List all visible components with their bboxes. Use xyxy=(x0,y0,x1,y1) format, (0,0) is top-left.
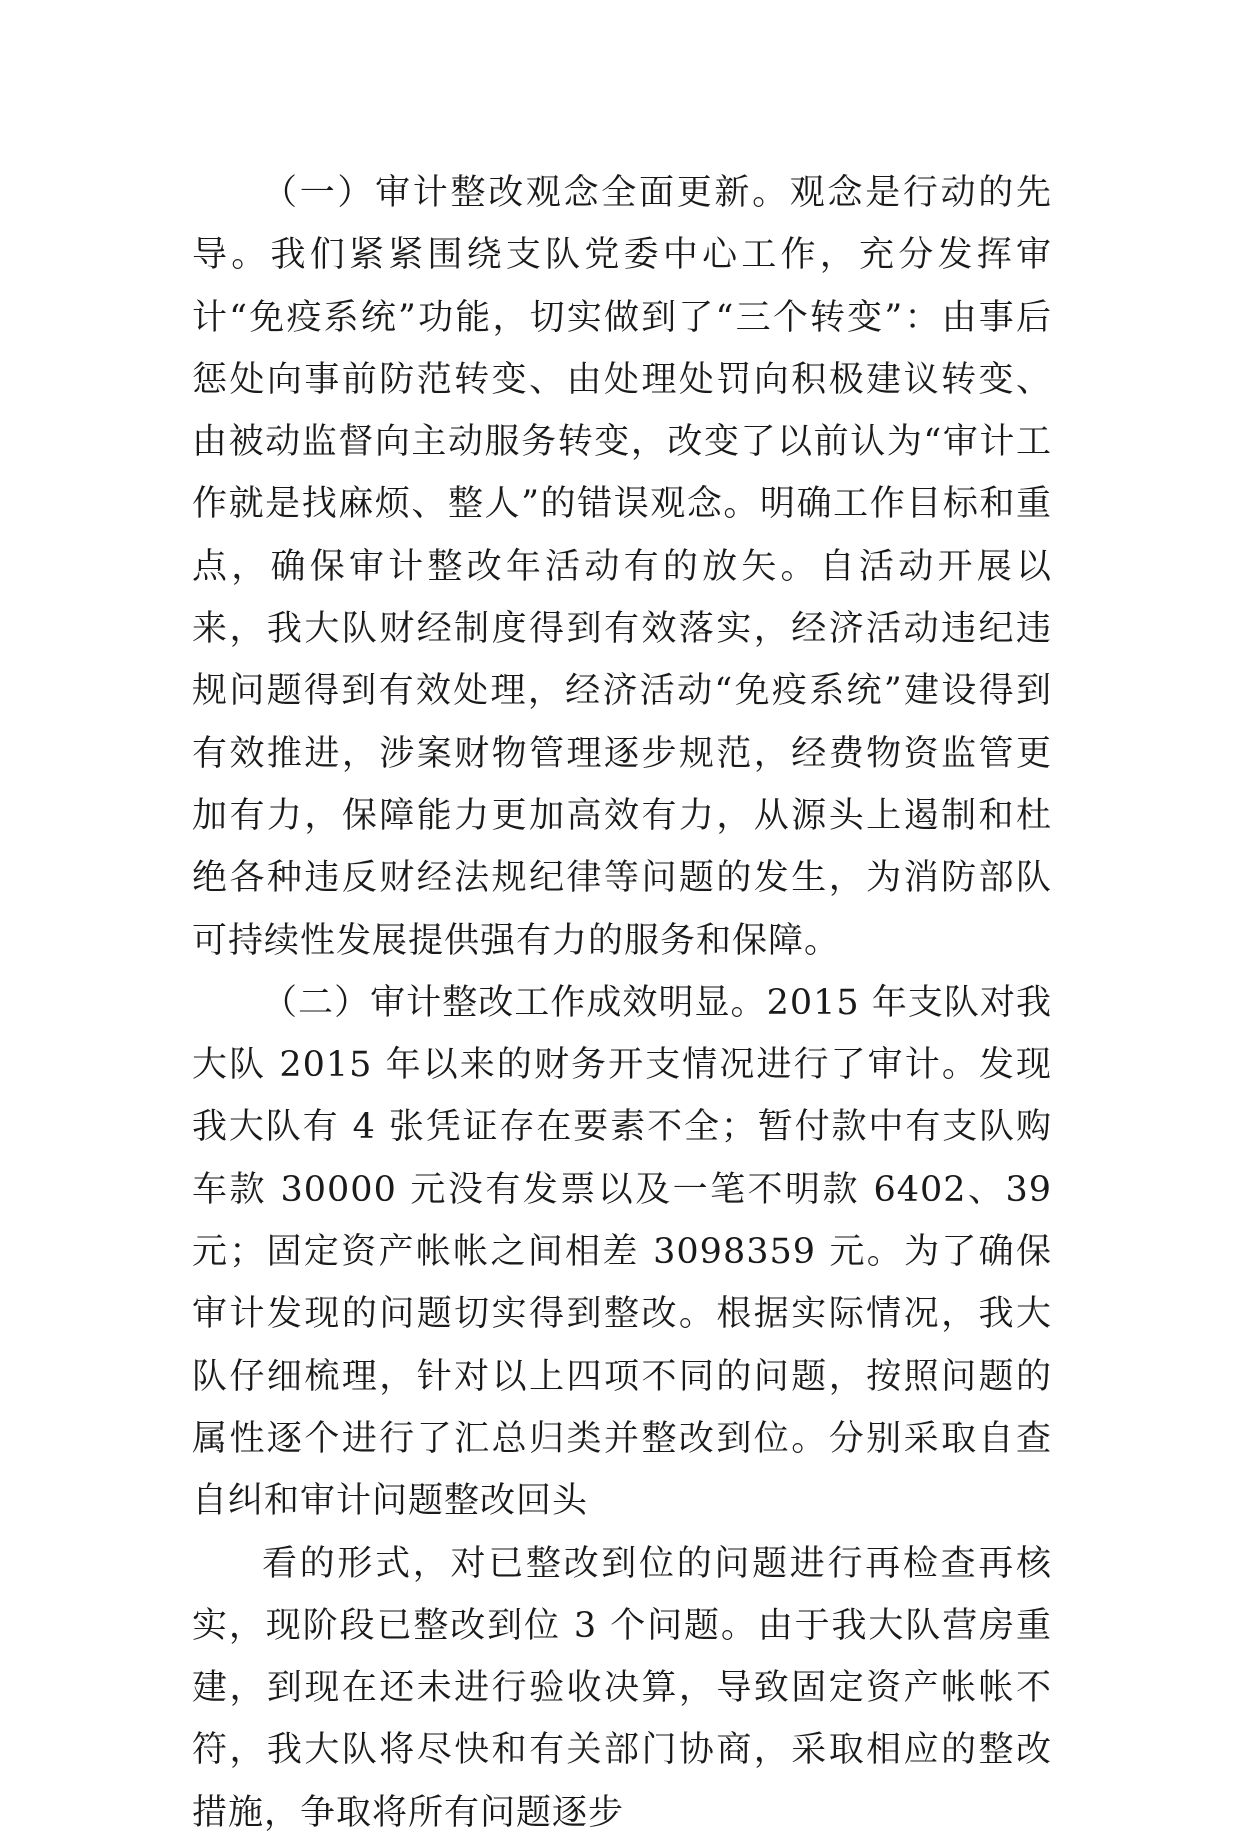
body-text xyxy=(192,162,1052,1844)
paragraph-audit-concept: （一）审计整改观念全面更新。观念是行动的先导。我们紧紧围绕支队党委中心工作，充分发挥审计“免疫系统”功能，切实做到了“三个转变”：由事后惩处向事前防范转变、由处理处罚向积极建议转变、由被动监督向主动服务转变，改变了以前认为“审计工作就是找麻烦、整人”的错误观念。明确工作目标和重点，确保审计整改年活动有的放矢。自活动开展以来，我大队财经制度得到有效落实，经济活动违纪违规问题得到有效处理，经济活动“免疫系统”建设得到有效推进，涉案财物管理逐步规范，经费物资监管更加有力，保障能力更加高效有力，从源头上遏制和杜绝各种违反财经法规纪律等问题的发生，为消防部队可持续性发展提供强有力的服务和保障。 xyxy=(192,173,1052,961)
paragraph-audit-results: （二）审计整改工作成效明显。2015 年支队对我大队 2015 年以来的财务开支情况进行了审计。发现我大队有 4 张凭证存在要素不全；暂付款中有支队购车款 30000 元没有发票以及一笔不明款 6402、39 元；固定资产帐帐之间相差 3098359 元。为了确保审计发现的问题切实得到整改。根据实际情况，我大队仔细梳理，针对以上四项不同的问题，按照问题的属性逐个进行了汇总归类并整改到位。分别采取自查自纠和审计问题整改回头 xyxy=(192,982,1052,1522)
paragraph-audit-followup: 看的形式，对已整改到位的问题进行再检查再核实，现阶段已整改到位 3 个问题。由于我大队营房重建，到现在还未进行验收决算，导致固定资产帐帐不符，我大队将尽快和有关部门协商，采取相应的整改措施，争取将所有问题逐步 xyxy=(192,1543,1052,1833)
